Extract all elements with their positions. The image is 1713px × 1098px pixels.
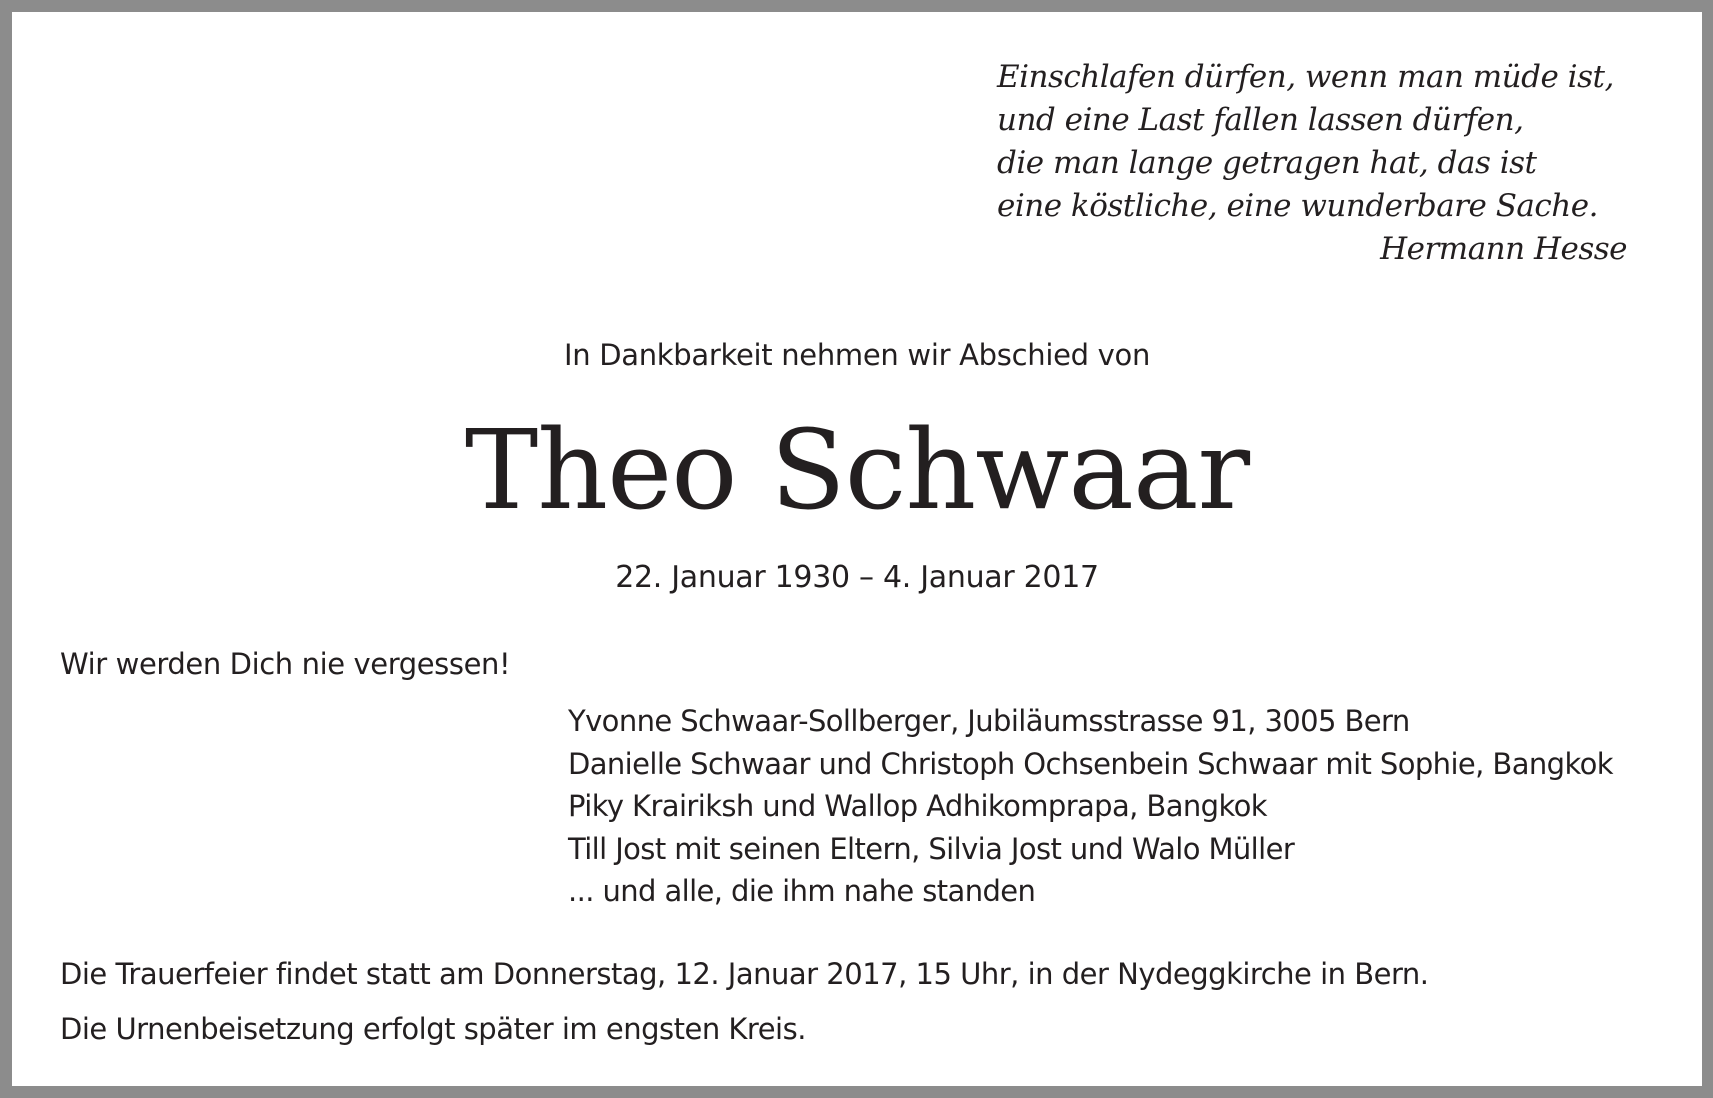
farewell-text: Wir werden Dich nie vergessen!: [60, 647, 511, 681]
quote-author: Hermann Hesse: [1380, 231, 1627, 267]
mourner-line: Piky Krairiksh und Wallop Adhikomprapa, Bangkok: [568, 789, 1267, 823]
burial-notice: Die Urnenbeisetzung erfolgt später im engsten Kreis.: [60, 1012, 806, 1046]
mourner-line: Yvonne Schwaar-Sollberger, Jubiläumsstrasse 91, 3005 Bern: [568, 704, 1410, 738]
quote-block: [997, 56, 1647, 271]
intro-text: In Dankbarkeit nehmen wir Abschied von: [563, 338, 1151, 372]
quote-line-3: die man lange getragen hat, das ist: [997, 145, 1537, 181]
funeral-notice: Die Trauerfeier findet statt am Donnerstag, 12. Januar 2017, 15 Uhr, in der Nydeggkirche in Bern.: [60, 957, 1429, 991]
mourner-line: ... und alle, die ihm nahe standen: [568, 874, 1036, 908]
notices-block: [60, 947, 1680, 1057]
mourner-line: Danielle Schwaar und Christoph Ochsenbein Schwaar mit Sophie, Bangkok: [568, 746, 1613, 781]
deceased-name: Theo Schwaar: [464, 406, 1250, 534]
mourner-line: Till Jost mit seinen Eltern, Silvia Jost und Walo Müller: [568, 831, 1295, 866]
obituary-card: [12, 12, 1702, 1086]
quote-line-2: und eine Last fallen lassen dürfen,: [997, 102, 1524, 138]
quote-line-4: eine köstliche, eine wunderbare Sache.: [997, 188, 1598, 224]
mourners-list: [568, 700, 1688, 913]
quote-line-1: Einschlafen dürfen, wenn man müde ist,: [997, 59, 1614, 95]
life-dates: 22. Januar 1930 – 4. Januar 2017: [615, 560, 1099, 595]
